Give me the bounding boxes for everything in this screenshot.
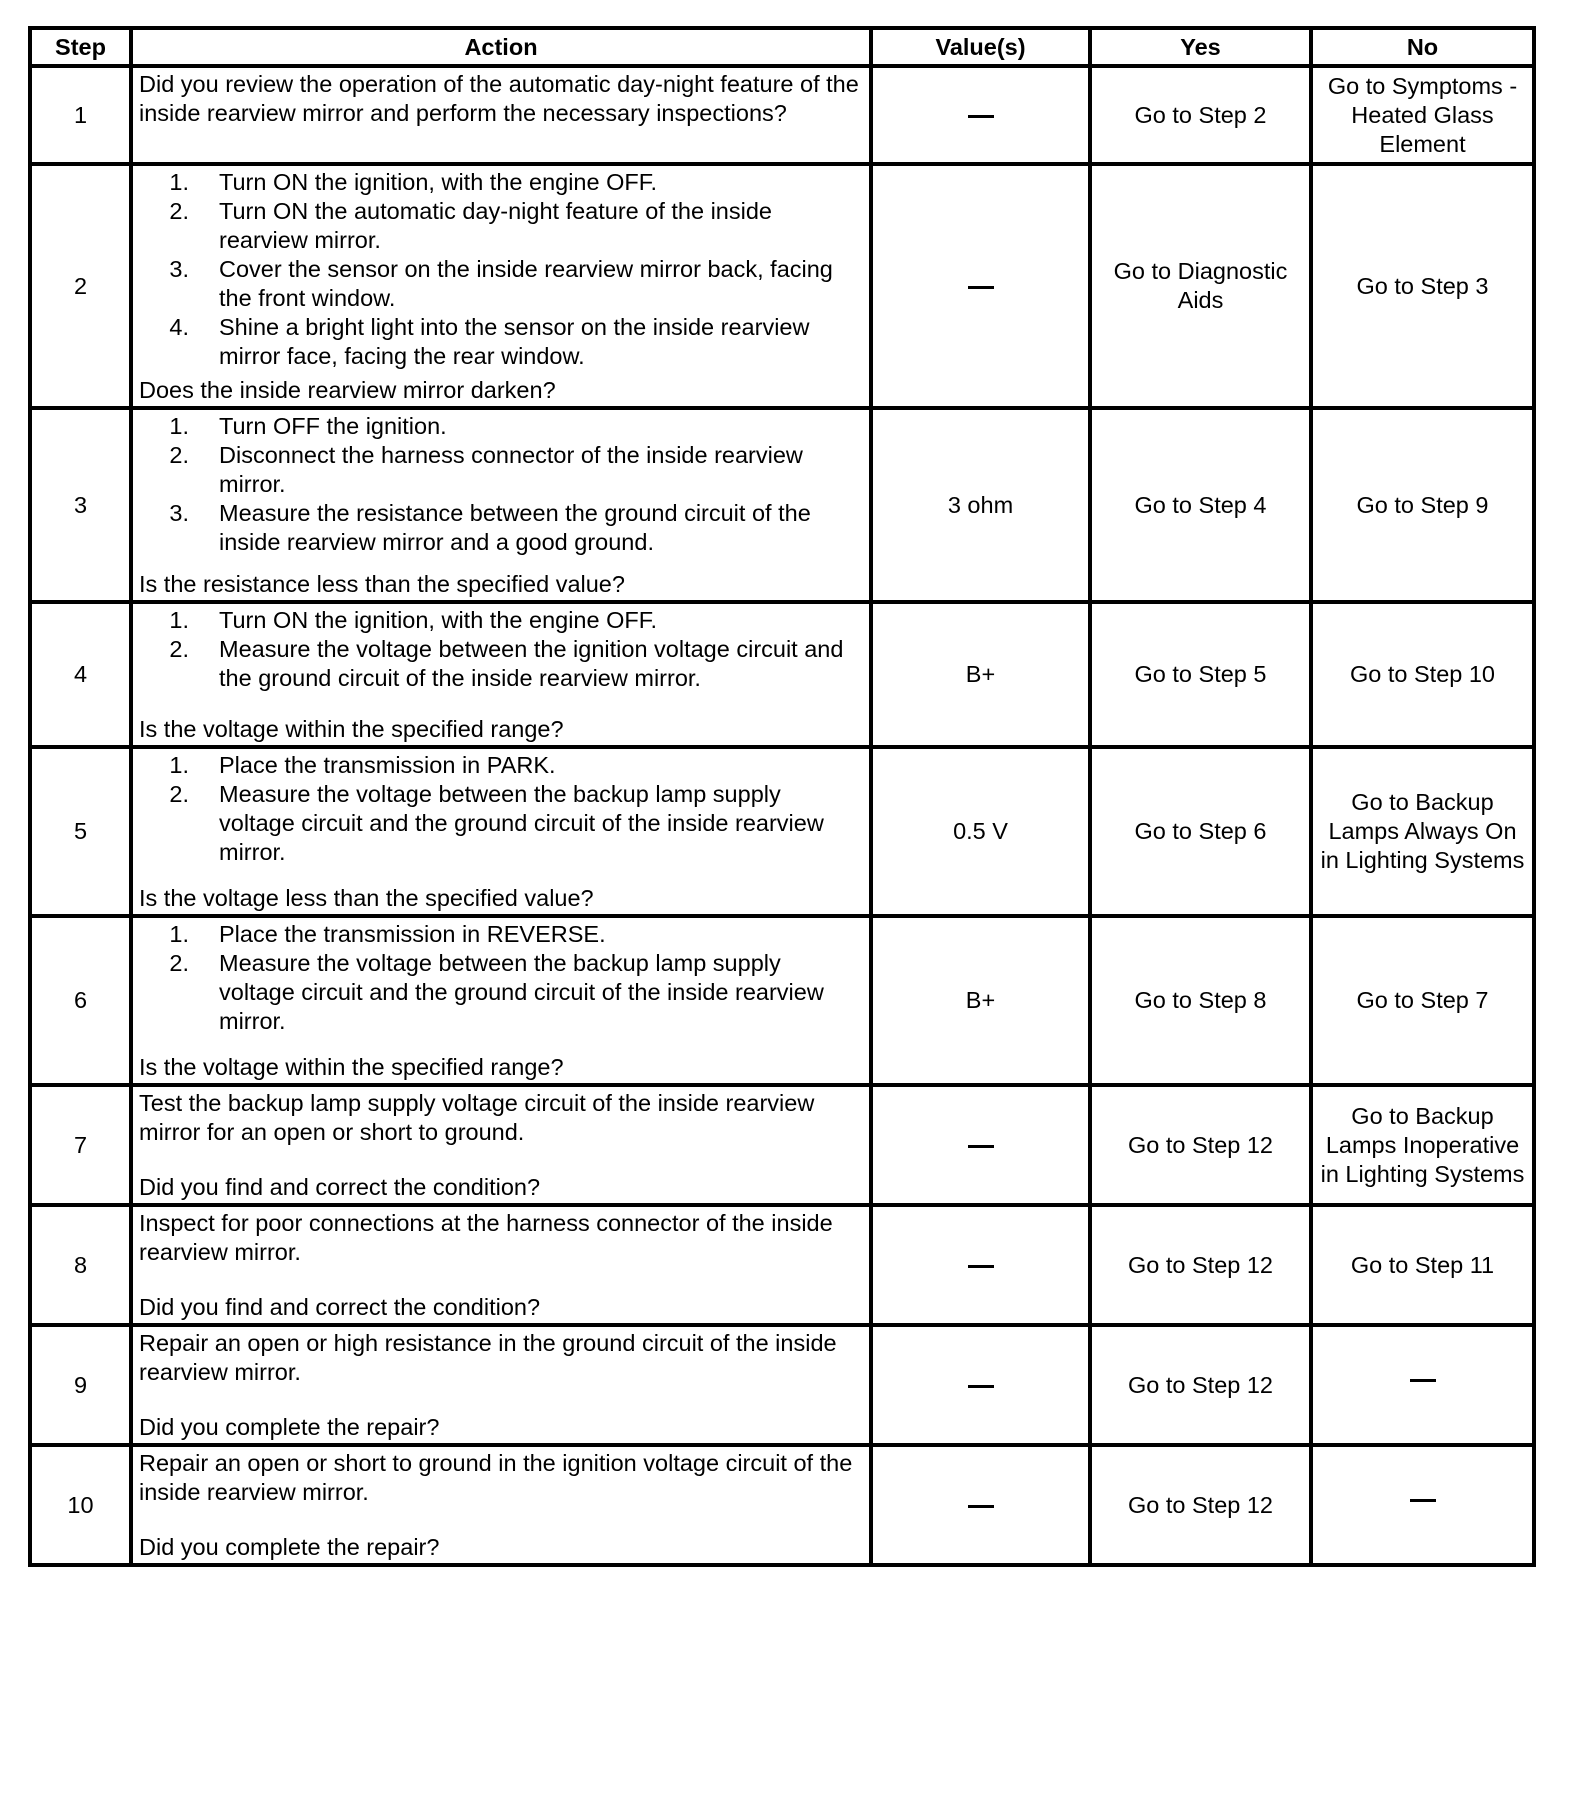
- action-cell: [131, 66, 871, 164]
- value-cell: [871, 1085, 1090, 1205]
- step-number: 6: [30, 916, 131, 1085]
- no-cell: [1311, 1085, 1534, 1205]
- action-step-item: [139, 499, 863, 557]
- action-step-item: [139, 780, 863, 867]
- table-row: [30, 602, 1534, 747]
- action-step-text: Shine a bright light into the sensor on the inside rearview mirror face, facing the rear window.: [219, 313, 810, 369]
- action-step-text: Disconnect the harness connector of the inside rearview mirror.: [219, 441, 803, 497]
- yes-text: Go to Step 12: [1127, 1131, 1274, 1158]
- table-row: [30, 1205, 1534, 1325]
- value-text: B+: [965, 987, 996, 1013]
- action-step-item: [139, 313, 863, 371]
- value-cell: [871, 602, 1090, 747]
- action-steps: [139, 606, 863, 693]
- action-step-item: [139, 441, 863, 499]
- action-steps: [139, 751, 863, 867]
- yes-cell: [1090, 1205, 1311, 1325]
- no-cell: [1311, 916, 1534, 1085]
- action-step-text: Measure the voltage between the backup lamp supply voltage circuit and the ground circuit of the inside rearview mirror.: [219, 780, 824, 865]
- yes-text: Go to Diagnostic Aids: [1113, 258, 1288, 313]
- action-question: Did you complete the repair?: [139, 1413, 440, 1440]
- dash-mark: [968, 1385, 994, 1388]
- action-cell: [131, 1325, 871, 1445]
- yes-cell: [1090, 747, 1311, 916]
- yes-cell: [1090, 66, 1311, 164]
- action-question: Did you find and correct the condition?: [139, 1173, 541, 1200]
- action-step-text: Turn ON the automatic day-night feature of the inside rearview mirror.: [219, 197, 772, 253]
- action-step-text: Measure the voltage between the backup lamp supply voltage circuit and the ground circuit of the inside rearview mirror.: [219, 949, 824, 1034]
- dash-mark: [968, 115, 994, 118]
- action-text: Did you review the operation of the automatic day-night feature of the inside rearview mirror and perform the necessary inspections?: [139, 70, 859, 126]
- table-row: [30, 1085, 1534, 1205]
- action-step-number: 4.: [169, 313, 189, 340]
- action-question: Is the voltage less than the specified value?: [139, 884, 594, 911]
- no-text: Go to Backup Lamps Always On in Lighting Systems: [1320, 789, 1525, 873]
- dash-mark: [968, 1145, 994, 1148]
- step-number: 2: [30, 164, 131, 408]
- action-cell: [131, 164, 871, 408]
- step-number: 5: [30, 747, 131, 916]
- action-step-item: [139, 920, 863, 949]
- header-row: [30, 28, 1534, 66]
- step-number: 4: [30, 602, 131, 747]
- no-text: Go to Step 9: [1356, 491, 1489, 518]
- dash-mark: [968, 286, 994, 289]
- action-step-text: Measure the voltage between the ignition voltage circuit and the ground circuit of the inside rearview mirror.: [219, 635, 844, 691]
- value-cell: [871, 164, 1090, 408]
- header-step: Step: [30, 28, 131, 66]
- step-number: 3: [30, 408, 131, 602]
- action-step-item: [139, 197, 863, 255]
- no-cell: [1311, 1445, 1534, 1565]
- table-row: [30, 747, 1534, 916]
- action-step-number: 2.: [169, 949, 189, 976]
- action-step-item: [139, 168, 863, 197]
- value-cell: [871, 916, 1090, 1085]
- action-text: Test the backup lamp supply voltage circuit of the inside rearview mirror for an open or short to ground.: [139, 1089, 815, 1145]
- header-no: No: [1311, 28, 1534, 66]
- yes-text: Go to Step 5: [1134, 661, 1267, 687]
- action-step-number: 1.: [169, 168, 189, 195]
- value-cell: [871, 66, 1090, 164]
- no-text: Go to Backup Lamps Inoperative in Lighting Systems: [1320, 1102, 1525, 1187]
- action-step-item: [139, 255, 863, 313]
- step-number: 7: [30, 1085, 131, 1205]
- action-step-number: 2.: [169, 780, 189, 807]
- action-step-number: 2.: [169, 441, 189, 468]
- no-text: Go to Step 11: [1350, 1251, 1495, 1278]
- table-row: [30, 164, 1534, 408]
- yes-cell: [1090, 602, 1311, 747]
- action-step-number: 2.: [169, 635, 189, 662]
- action-question: Is the voltage within the specified range?: [139, 1053, 564, 1080]
- yes-cell: [1090, 164, 1311, 408]
- header-yes: Yes: [1090, 28, 1311, 66]
- table-row: [30, 408, 1534, 602]
- action-step-item: [139, 635, 863, 693]
- header-values: Value(s): [871, 28, 1090, 66]
- action-step-number: 3.: [169, 499, 189, 526]
- step-number: 9: [30, 1325, 131, 1445]
- action-cell: [131, 408, 871, 602]
- yes-cell: [1090, 1085, 1311, 1205]
- value-text: 3 ohm: [947, 491, 1014, 518]
- no-cell: [1311, 602, 1534, 747]
- no-cell: [1311, 66, 1534, 164]
- action-step-text: Measure the resistance between the ground circuit of the inside rearview mirror and a good ground.: [219, 499, 811, 555]
- value-cell: [871, 1445, 1090, 1565]
- action-step-text: Turn ON the ignition, with the engine OFF.: [219, 168, 658, 195]
- yes-text: Go to Step 8: [1134, 987, 1267, 1013]
- value-cell: [871, 747, 1090, 916]
- yes-text: Go to Step 2: [1134, 101, 1267, 128]
- table-row: [30, 66, 1534, 164]
- action-step-text: Turn OFF the ignition.: [219, 412, 447, 439]
- action-cell: [131, 1085, 871, 1205]
- action-step-text: Turn ON the ignition, with the engine OFF.: [219, 606, 658, 633]
- step-number: 10: [30, 1445, 131, 1565]
- yes-cell: [1090, 916, 1311, 1085]
- yes-text: Go to Step 6: [1134, 818, 1267, 844]
- no-text: Go to Symptoms - Heated Glass Element: [1327, 72, 1518, 157]
- action-cell: [131, 602, 871, 747]
- action-question: Did you complete the repair?: [139, 1533, 440, 1560]
- action-cell: [131, 916, 871, 1085]
- action-cell: [131, 747, 871, 916]
- action-question: Did you find and correct the condition?: [139, 1293, 541, 1320]
- action-steps: [139, 920, 863, 1036]
- action-question: Does the inside rearview mirror darken?: [139, 376, 556, 403]
- yes-text: Go to Step 12: [1127, 1491, 1274, 1518]
- action-steps: [139, 412, 863, 557]
- value-cell: [871, 408, 1090, 602]
- table-body: [30, 66, 1534, 1565]
- value-text: B+: [965, 661, 996, 687]
- no-text: Go to Step 10: [1349, 661, 1496, 687]
- action-step-item: [139, 606, 863, 635]
- action-step-item: [139, 949, 863, 1036]
- dash-mark: [1410, 1379, 1436, 1382]
- action-step-number: 3.: [169, 255, 189, 282]
- step-number: 1: [30, 66, 131, 164]
- table-row: [30, 1325, 1534, 1445]
- value-cell: [871, 1325, 1090, 1445]
- no-text: Go to Step 7: [1356, 987, 1489, 1013]
- dash-mark: [968, 1265, 994, 1268]
- yes-cell: [1090, 1325, 1311, 1445]
- yes-text: Go to Step 12: [1127, 1371, 1274, 1398]
- dash-mark: [968, 1505, 994, 1508]
- step-number: 8: [30, 1205, 131, 1325]
- action-text: Inspect for poor connections at the harness connector of the inside rearview mirror.: [139, 1209, 833, 1265]
- no-cell: [1311, 747, 1534, 916]
- no-cell: [1311, 1325, 1534, 1445]
- action-step-number: 1.: [169, 920, 189, 947]
- action-step-item: [139, 751, 863, 780]
- header-action: Action: [131, 28, 871, 66]
- action-step-number: 2.: [169, 197, 189, 224]
- action-question: Is the resistance less than the specified value?: [139, 570, 625, 597]
- table-row: [30, 1445, 1534, 1565]
- yes-cell: [1090, 1445, 1311, 1565]
- no-cell: [1311, 1205, 1534, 1325]
- action-cell: [131, 1205, 871, 1325]
- action-step-number: 1.: [169, 751, 189, 778]
- no-text: Go to Step 3: [1356, 272, 1489, 299]
- diagnostic-table: [28, 26, 1536, 1567]
- action-step-item: [139, 412, 863, 441]
- no-cell: [1311, 408, 1534, 602]
- action-step-number: 1.: [169, 606, 189, 633]
- action-step-text: Place the transmission in REVERSE.: [219, 920, 606, 947]
- action-cell: [131, 1445, 871, 1565]
- action-question: Is the voltage within the specified range?: [139, 715, 564, 742]
- yes-cell: [1090, 408, 1311, 602]
- action-text: Repair an open or high resistance in the ground circuit of the inside rearview mirror.: [139, 1329, 837, 1385]
- no-cell: [1311, 164, 1534, 408]
- yes-text: Go to Step 4: [1134, 491, 1267, 518]
- action-step-number: 1.: [169, 412, 189, 439]
- value-text: 0.5 V: [953, 818, 1008, 844]
- yes-text: Go to Step 12: [1127, 1251, 1274, 1278]
- diagnostic-page: [28, 26, 1532, 1567]
- action-step-text: Place the transmission in PARK.: [219, 751, 556, 778]
- dash-mark: [1410, 1499, 1436, 1502]
- value-cell: [871, 1205, 1090, 1325]
- action-steps: [139, 168, 863, 371]
- action-text: Repair an open or short to ground in the ignition voltage circuit of the inside rearview mirror.: [139, 1449, 853, 1505]
- table-row: [30, 916, 1534, 1085]
- action-step-text: Cover the sensor on the inside rearview mirror back, facing the front window.: [219, 255, 833, 311]
